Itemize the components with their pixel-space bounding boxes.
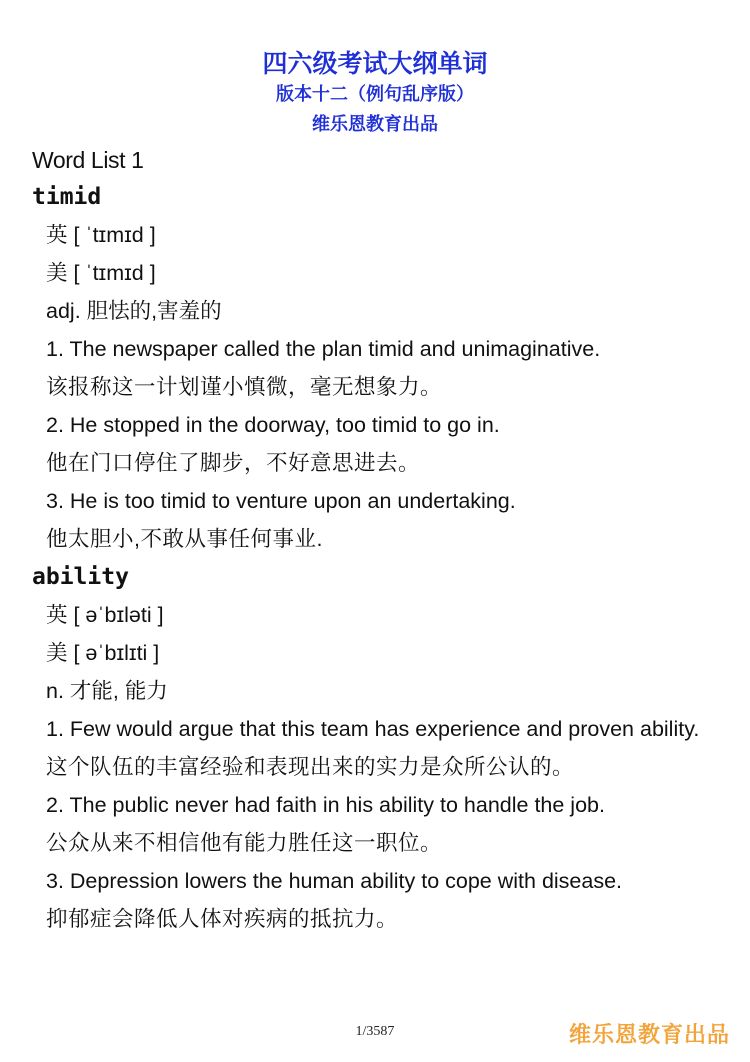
publisher-watermark: 维乐恩教育出品 [568, 1022, 730, 1047]
example-en: 2. The public never had faith in his ability to handle the job. [46, 793, 605, 817]
uk-pronunciation: 英 [ əˈbɪləti ] [46, 603, 164, 627]
example-en: 2. He stopped in the doorway, too timid to go in. [46, 413, 500, 437]
word-list-title: Word List 1 [32, 147, 144, 173]
example-en: 1. Few would argue that this team has experience and proven ability. [46, 717, 700, 741]
example-cn: 这个队伍的丰富经验和表现出来的实力是众所公认的。 [46, 755, 575, 779]
us-pronunciation: 美 [ ˈtɪmɪd ] [46, 261, 156, 285]
publisher-line: 维乐恩教育出品 [312, 114, 438, 134]
document-subtitle: 版本十二（例句乱序版） [276, 84, 474, 104]
example-en: 3. He is too timid to venture upon an undertaking. [46, 489, 516, 513]
example-cn: 抑郁症会降低人体对疾病的抵抗力。 [46, 907, 399, 931]
example-cn: 他太胆小,不敢从事任何事业. [46, 527, 323, 551]
uk-pronunciation: 英 [ ˈtɪmɪd ] [46, 223, 156, 247]
part-of-speech-definition: n. 才能, 能力 [46, 679, 168, 703]
example-en: 1. The newspaper called the plan timid and unimaginative. [46, 337, 601, 361]
word-entry-ability [32, 558, 722, 938]
word-list-content [32, 140, 722, 938]
headword: ability [32, 564, 129, 590]
word-entry-timid [32, 178, 722, 558]
us-pronunciation: 美 [ əˈbɪlɪti ] [46, 641, 160, 665]
headword: timid [32, 184, 102, 210]
example-en: 3. Depression lowers the human ability to cope with disease. [46, 869, 623, 893]
part-of-speech-definition: adj. 胆怯的,害羞的 [46, 299, 222, 323]
page-number: 1/3587 [355, 1024, 395, 1039]
example-cn: 该报称这一计划谨小慎微，毫无想象力。 [46, 375, 443, 399]
example-cn: 他在门口停住了脚步，不好意思进去。 [46, 451, 421, 475]
document-title: 四六级考试大纲单词 [262, 50, 488, 78]
example-cn: 公众从来不相信他有能力胜任这一职位。 [46, 831, 443, 855]
